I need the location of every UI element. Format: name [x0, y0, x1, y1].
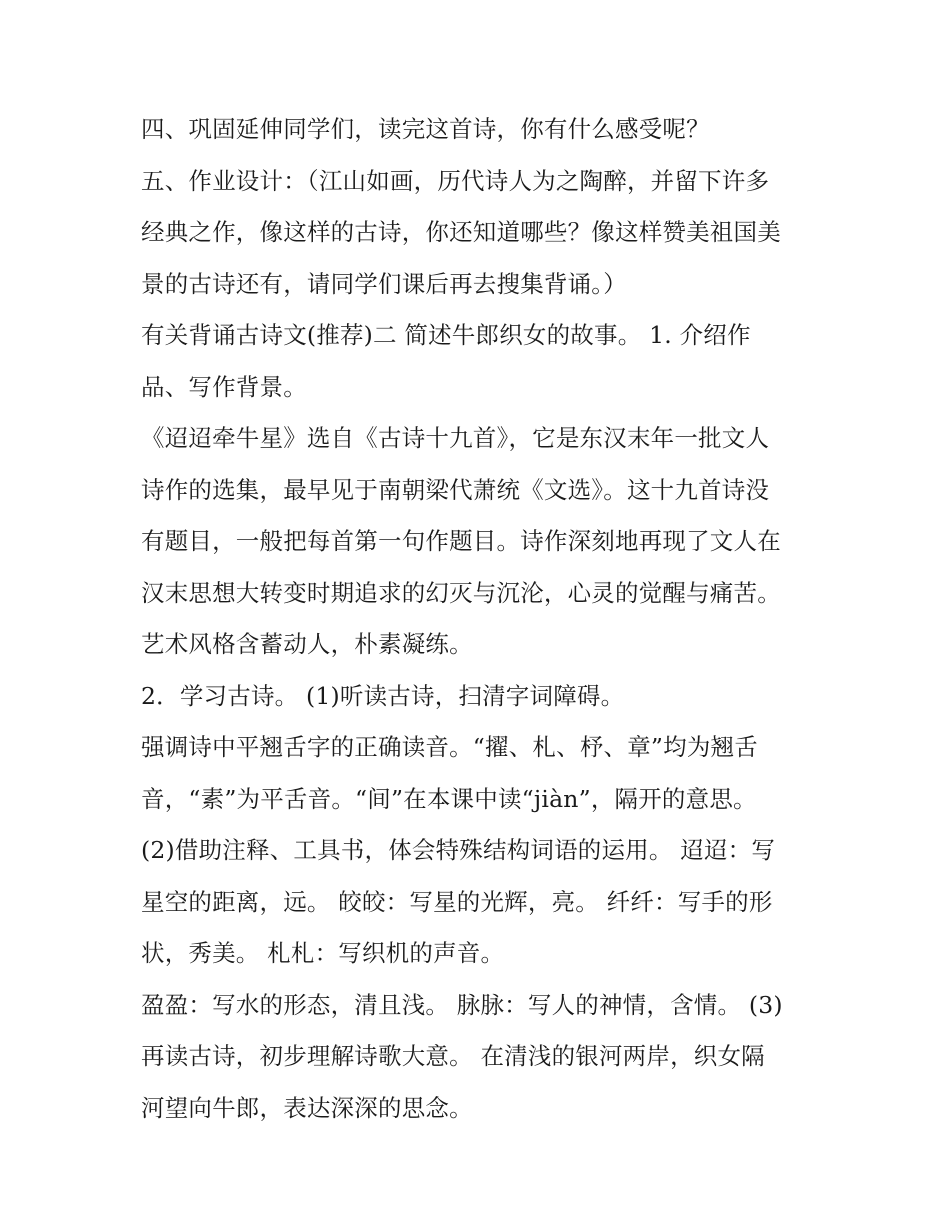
text-line: 四、巩固延伸同学们，读完这首诗，你有什么感受呢？ — [141, 115, 710, 143]
text-line: 汉末思想大转变时期追求的幻灭与沉沦，心灵的觉醒与痛苦。 — [141, 578, 781, 607]
text-line: 盈盈：写水的形态，清且浅。 脉脉：写人的神情，含情。 (3) — [141, 990, 783, 1019]
text-line: 星空的距离，远。 皎皎：写星的光辉，亮。 纤纤：写手的形 — [141, 887, 773, 916]
text-line: 《迢迢牵牛星》选自《古诗十九首》，它是东汉末年一批文人 — [141, 424, 770, 452]
text-line: 艺术风格含蓄动人，朴素凝练。 — [141, 630, 473, 658]
document-body — [141, 104, 831, 1134]
text-line: 强调诗中平翘舌字的正确读音。“擢、札、杼、章”均为翘舌 — [141, 733, 758, 761]
text-line: 有关背诵古诗文(推荐)二 简述牛郎织女的故事。 1. 介绍作 — [141, 321, 751, 349]
text-line: 五、作业设计：（江山如画，历代诗人为之陶醉，并留下许多 — [141, 166, 770, 195]
text-line: 景的古诗还有，请同学们课后再去搜集背诵。） — [141, 269, 627, 298]
text-line: 状，秀美。 札札：写织机的声音。 — [141, 939, 505, 967]
text-line: 诗作的选集，最早见于南朝梁代萧统《文选》。这十九首诗没 — [141, 475, 770, 504]
text-line: 品、写作背景。 — [141, 372, 307, 401]
text-line: 音，“素”为平舌音。“间”在本课中读“jiàn”，隔开的意思。 — [141, 784, 757, 813]
text-line: 再读古诗，初步理解诗歌大意。 在清浅的银河两岸，织女隔 — [141, 1042, 765, 1070]
text-line: 有题目，一般把每首第一句作题目。诗作深刻地再现了文人在 — [141, 527, 781, 555]
text-line: 2．学习古诗。 (1)听读古诗，扫清字词障碍。 — [141, 681, 625, 710]
text-line: (2)借助注释、工具书，体会特殊结构词语的运用。 迢迢：写 — [141, 836, 776, 864]
text-line: 河望向牛郎，表达深深的思念。 — [141, 1093, 473, 1122]
text-line: 经典之作，像这样的古诗，你还知道哪些？像这样赞美祖国美 — [141, 218, 781, 246]
